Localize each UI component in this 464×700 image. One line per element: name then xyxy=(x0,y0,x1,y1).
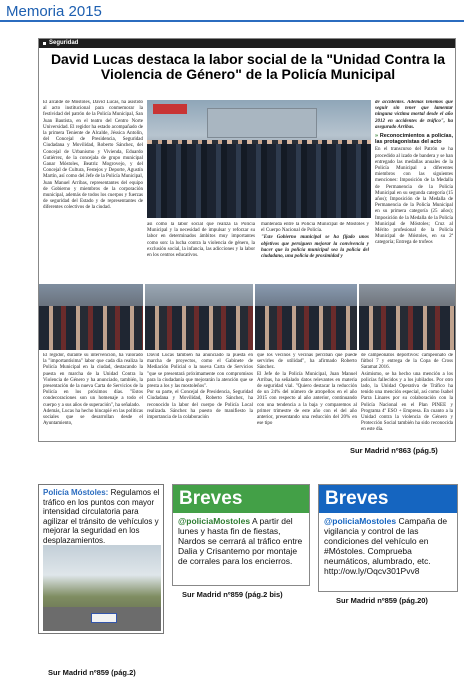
column-text: El alcalde de Móstoles, David Lucas, ha asistido al acto institucional para conmemorar la festividad del patrón de la Policía Municipal, San Juan Bautista, en el teatro del Centro Norte Universidad. El regidor ha estado acompañado de la primera Teniente de Alcalde, Jéssica Antolín, del Concejal de Presidencia, Seguridad Ciudadana y Movilidad, Roberto Sánchez, del Concejal de Urbanismo y Vivienda, Eduardo Gutiérrez, de la concejala de grupo municipal Ganar Móstoles, Beatriz Mogrovejo, y del Concejal de Cultura, Festejos y Deporte, Agustín Martín, así como del Jefe de la Policía Municipal, Juan Manuel Arribas, representantes del equipo de Gobierno y miembros de la corporación municipal, además de todos los cuerpos y fuerzas de seguridad del Estado y de representantes de diferentes colectivos de la ciudad. xyxy=(43,100,143,211)
bottom-column-4: de campeonatos deportivos: campeonato de fútbol 7 y entrega de la Copa de Cross Saramat 2016. Asimismo, se ha hecho una mención a los policías fallecidos y a los jubilados. Por otro lado, la Unidad Operativa de Tráfico ha tenido una mención especial, así como Isabel Parra Linares por su colaboración con la Policía Nacional en el Plan PINEE y Programa 4º ESO + Empresa. En cuanto a la Unidad contra la violencia de Género y Protección Social también ha sido reconocida en este día. xyxy=(361,353,453,433)
breves-title: Breves xyxy=(319,485,457,513)
credit-main: Sur Madrid nº863 (pág.5) xyxy=(350,446,438,455)
breves-clip-2 xyxy=(318,484,458,592)
police-car-icon xyxy=(91,613,117,623)
article-column-1 xyxy=(43,100,143,280)
section-label: Seguridad xyxy=(39,39,456,48)
breves-text xyxy=(173,513,309,569)
article-column-2 xyxy=(147,222,255,280)
breves-text xyxy=(319,513,457,579)
breves-body: Campaña de vigilancia y control de las condiciones del vehículo en #Móstoles. Comprueba neumáticos, alumbrado, etc. http://ow.ly/Oqcv301Pvv8 xyxy=(324,516,448,576)
photo-award-3 xyxy=(359,284,456,350)
article-column-3 xyxy=(261,222,369,280)
photo-parade xyxy=(145,284,253,350)
column-quote: de accidentes. Además tenemos que seguir sin tener que lamentar ninguna víctima mortal desde el año 2012 en accidentes de tráfico", ha asegurado Arribas. xyxy=(375,100,453,130)
breves-clip-1 xyxy=(172,484,310,586)
bottom-column-1: El regidor, durante su intervención, ha valorado la "importantísima" labor que cada día realiza la Policía Municipal en la ciudad, destacando la puesta en marcha de la Unidad Contra la Violencia de Género y ha anunciado, también, la presentación de la nueva Carta de Servicios de la Policía en los próximos días. "Estos condecoraciones son un homenaje a todo el cuerpo y a sus años de superación", ha señalado. Además, Lucas ha hecho hincapié en las políticas sociales que se desarrollan desde el Ayuntamiento, xyxy=(43,353,143,427)
credit-policia: Sur Madrid nº859 (pág.2) xyxy=(48,668,136,677)
page-title: Memoria 2015 xyxy=(6,3,102,20)
subheading: » Reconocimientos a policías, las protagonistas del acto xyxy=(375,133,453,146)
traffic-photo xyxy=(43,545,161,631)
credit-breves-1: Sur Madrid nº859 (pág.2 bis) xyxy=(182,590,283,599)
article-headline: David Lucas destaca la labor social de la "Unidad Contra la Violencia de Género" de la Policía Municipal xyxy=(50,51,446,82)
policia-clip xyxy=(38,484,164,634)
policia-body: Regulamos el tráfico en los puntos con mayor intensidad circulatoria para agilizar el tránsito de vehículos y mejorar la seguridad en los desplazamientos. xyxy=(43,488,160,545)
column-text: En el transcurso del Patrón se ha procedido al izado de bandera y se han entregado las medallas anuales de la Policía Municipal a diferentes miembros con las siguientes menciones: Imposición de la Medalla de Permanencia de la Policía Municipal en su segunda categoría (15 años); Imposición de la Medalla de Permanencia de la Policía Municipal en su primera categoría (25 años); Imposición de la Medalla de la Policía Municipal de Móstoles; Cruz al Mérito profesional de la Policía Municipal de Móstoles, en su 2ª categoría; Entrega de trofeos xyxy=(375,147,453,246)
breves-body: A partir del lunes y hasta fin de fiestas, Nardos se cerrará al tráfico entre Dalia y Crisantemo por montaje de corrales para los encierros. xyxy=(178,516,303,566)
page-header xyxy=(0,0,464,22)
photo-award-2 xyxy=(255,284,357,350)
article-column-4 xyxy=(375,100,453,280)
article-clipping xyxy=(38,38,456,442)
policia-lead: Policía Móstoles: xyxy=(43,488,109,497)
bottom-column-2: David Lucas también ha anunciado la puesta en marcha de proyectos, como el Gabinete de Mediación Policial o la nueva Carta de Servicios "que se presentará próximamente con compromisos para la ciudadanía que mejorarán la atención que se presta a los y las mostoleños". Por su parte, el Concejal de Presidencia, Seguridad Ciudadana y Movilidad, Roberto Sánchez, ha reconocido la labor del cuerpo de Policía Local realizada. Sánchez ha puesto de manifiesto la importancia de la colaboración xyxy=(147,353,253,421)
breves-title: Breves xyxy=(173,485,309,513)
bottom-column-3: que los vecinos y vecinas perciban que puede servirles de utilidad", ha afirmado Roberto Sánchez. El Jefe de la Policía Municipal, Juan Manuel Arribas, ha señalado datos relevantes en materia de seguridad vial. "Quiero destacar la reducción de un 24% del número de atropellos en el año 2015 con respecto al año anterior, continuando con una tendencia a la baja y comparemos al primer trimestre de este año con el del año anterior, presentando una reducción del 20% en ese tipo xyxy=(257,353,357,427)
header-rule xyxy=(0,20,464,22)
breves-handle: @policiaMostoles xyxy=(324,516,397,526)
photo-award-1 xyxy=(39,284,143,350)
column-text: mantenida entre la Policía Municipal de Móstoles y el Cuerpo Nacional de Policía. xyxy=(261,222,369,234)
breves-handle: @policiaMostoles xyxy=(178,516,251,526)
column-quote: "Este Gobierno municipal se ha fijado unos objetivos que persiguen mejorar la convivencia y hacer que la policía municipal sea la policía del ciudadano, una policía de proximidad y xyxy=(261,235,369,260)
column-text: así como la labor social que realiza la Policía Municipal y la necesidad de impulsar y reforzar su labor en determinados ámbitos muy importantes como son: la lucha contra la violencia de género, la exclusión social, la infancia, las adicciones y la labor en los centros educativos. xyxy=(147,222,255,259)
policia-clip-text xyxy=(43,488,161,545)
credit-breves-2: Sur Madrid nº859 (pág.20) xyxy=(336,596,428,605)
police-group-photo xyxy=(147,100,371,218)
